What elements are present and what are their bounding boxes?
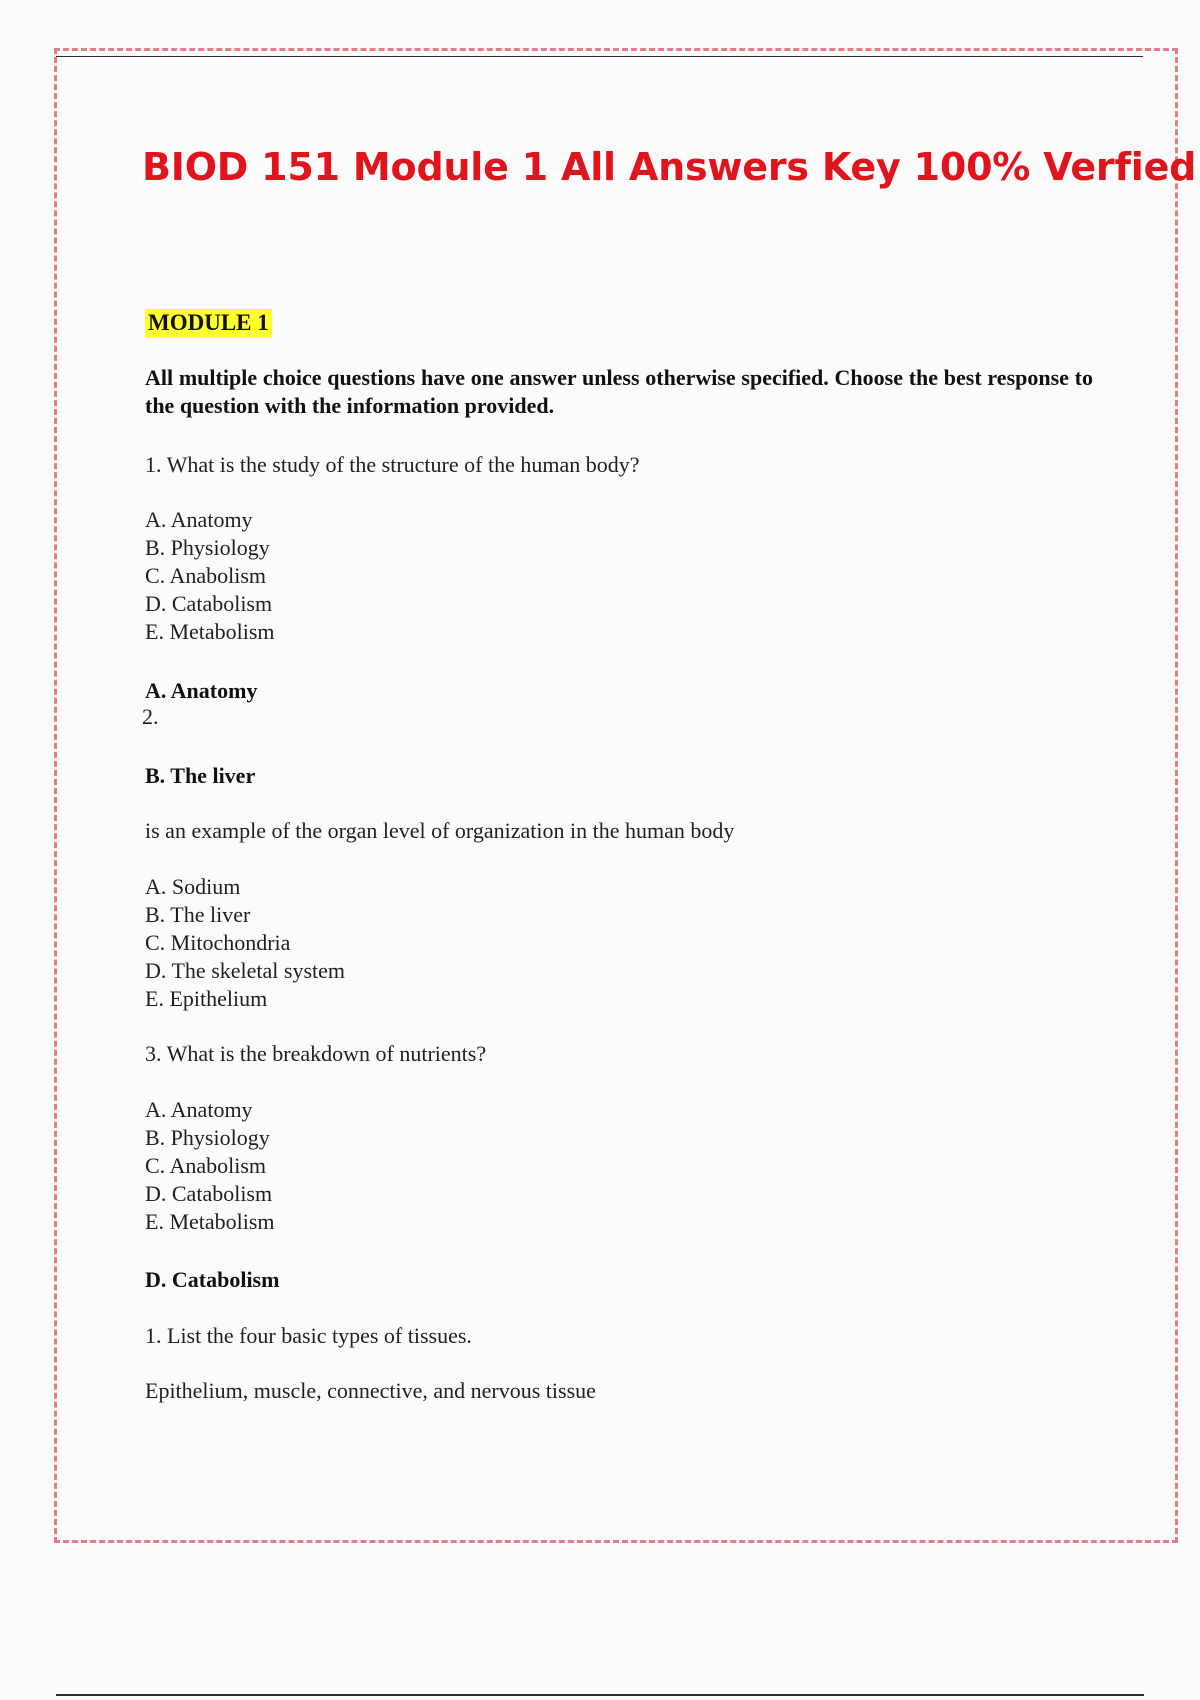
question-3-options — [145, 1096, 275, 1236]
question-2-option-a: A. Sodium — [145, 874, 241, 899]
question-1-option-a: A. Anatomy — [145, 507, 253, 532]
question-2-option-e: E. Epithelium — [145, 986, 268, 1011]
question-2-option-c: C. Mitochondria — [145, 930, 291, 955]
question-3-option-b: B. Physiology — [145, 1125, 270, 1150]
question-1-option-b: B. Physiology — [145, 535, 270, 560]
module-heading: MODULE 1 — [145, 309, 272, 338]
question-2-option-d: D. The skeletal system — [145, 958, 345, 983]
question-2-option-b: B. The liver — [145, 902, 251, 927]
question-1-options — [145, 506, 275, 646]
question-1-option-c: C. Anabolism — [145, 563, 267, 588]
question-2-text: is an example of the organ level of organization in the human body — [145, 818, 735, 843]
question-4-text: 1. List the four basic types of tissues. — [145, 1323, 472, 1348]
page-border — [54, 48, 1178, 1543]
question-3-option-a: A. Anatomy — [145, 1097, 253, 1122]
document-title: BIOD 151 Module 1 All Answers Key 100% Verfied — [142, 145, 1197, 189]
instructions-text: All multiple choice questions have one answer unless otherwise specified. Choose the best response to the question with the information provided. — [145, 365, 1093, 418]
question-3-option-e: E. Metabolism — [145, 1209, 275, 1234]
question-4-answer: Epithelium, muscle, connective, and nervous tissue — [145, 1378, 596, 1403]
question-2-number: 2. — [142, 704, 159, 729]
question-2-answer: B. The liver — [145, 763, 256, 788]
question-2-options — [145, 873, 345, 1013]
top-rule — [56, 56, 1143, 57]
question-1-answer: A. Anatomy — [145, 678, 258, 703]
question-3-answer: D. Catabolism — [145, 1267, 280, 1292]
question-3-option-c: C. Anabolism — [145, 1153, 267, 1178]
question-1-option-d: D. Catabolism — [145, 591, 273, 616]
question-1-text: 1. What is the study of the structure of the human body? — [145, 452, 640, 477]
question-3-option-d: D. Catabolism — [145, 1181, 273, 1206]
question-3-text: 3. What is the breakdown of nutrients? — [145, 1041, 487, 1066]
bottom-rule — [56, 1694, 1144, 1696]
question-1-option-e: E. Metabolism — [145, 619, 275, 644]
